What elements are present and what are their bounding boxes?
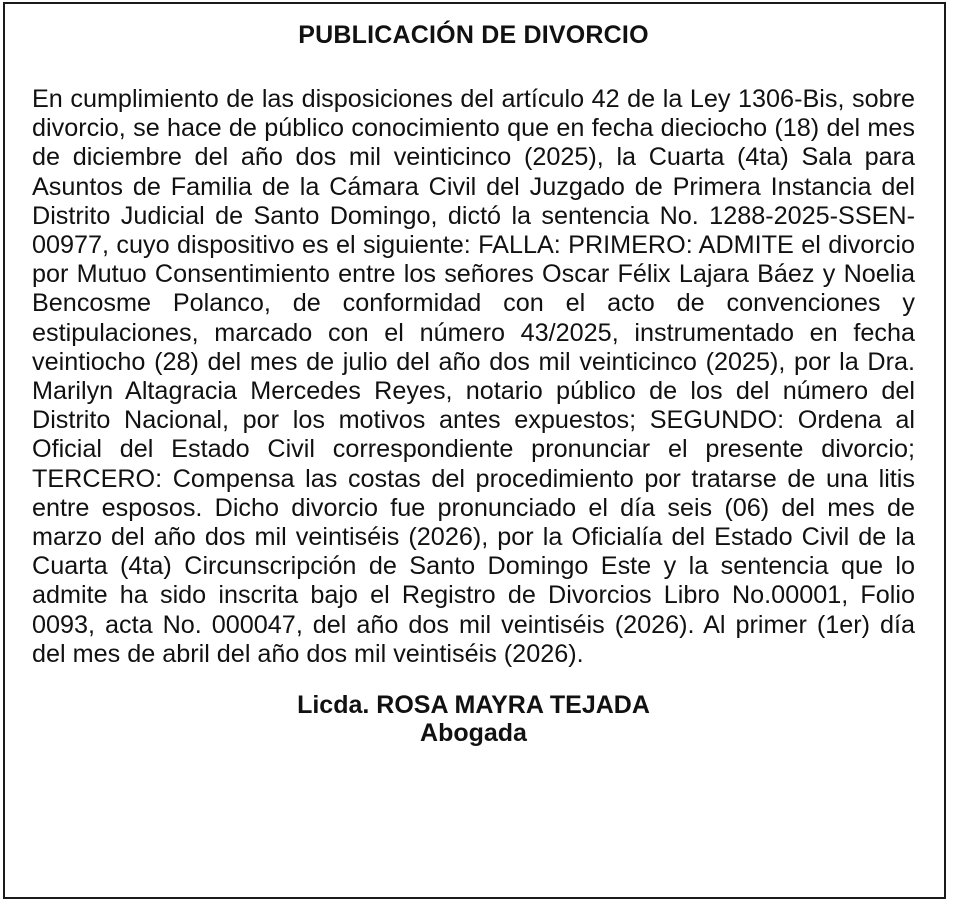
notice-body: En cumplimiento de las disposiciones del artículo 42 de la Ley 1306-Bis, sobre divorcio, se hace de público conocimiento que en fecha dieciocho (18) del mes de diciembre del año dos mil veinticinco (2025), la Cuarta (4ta) Sala para Asuntos de Familia de la Cámara Civil del Juzgado de Primera Instancia del Distrito Judicial de Santo Domingo, dictó la sentencia No. 1288-2025-SSEN-00977, cuyo dispositivo es el siguiente: FALLA: PRIMERO: ADMITE el divorcio por Mutuo Consentimiento entre los señores Oscar Félix Lajara Báez y Noelia Bencosme Polanco, de conformidad con el acto de convenciones y estipulaciones, marcado con el número 43/2025, instrumentado en fecha veintiocho (28) del mes de julio del año dos mil veinticinco (2025), por la Dra. Marilyn Altagracia Mercedes Reyes, notario público de los del número del Distrito Nacional, por los motivos antes expuestos; SEGUNDO: Ordena al Oficial del Estado Civil correspondiente pronunciar el presente divorcio; TERCERO: Compensa las costas del procedimiento por tratarse de una litis entre esposos. Dicho divorcio fue pronunciado el día seis (06) del mes de marzo del año dos mil veintiséis (2026), por la Oficialía del Estado Civil de la Cuarta (4ta) Circunscripción de Santo Domingo Este y la sentencia que lo admite ha sido inscrita bajo el Registro de Divorcios Libro No.00001, Folio 0093, acta No. 000047, del año dos mil veintiséis (2026). Al primer (1er) día del mes de abril del año dos mil veintiséis (2026). [32,85,915,668]
signer-role: Abogada [420,719,527,748]
legal-notice [3,2,946,899]
signer-name: Licda. ROSA MAYRA TEJADA [297,691,650,720]
signature-block [32,691,915,747]
notice-title: PUBLICACIÓN DE DIVORCIO [298,21,649,49]
